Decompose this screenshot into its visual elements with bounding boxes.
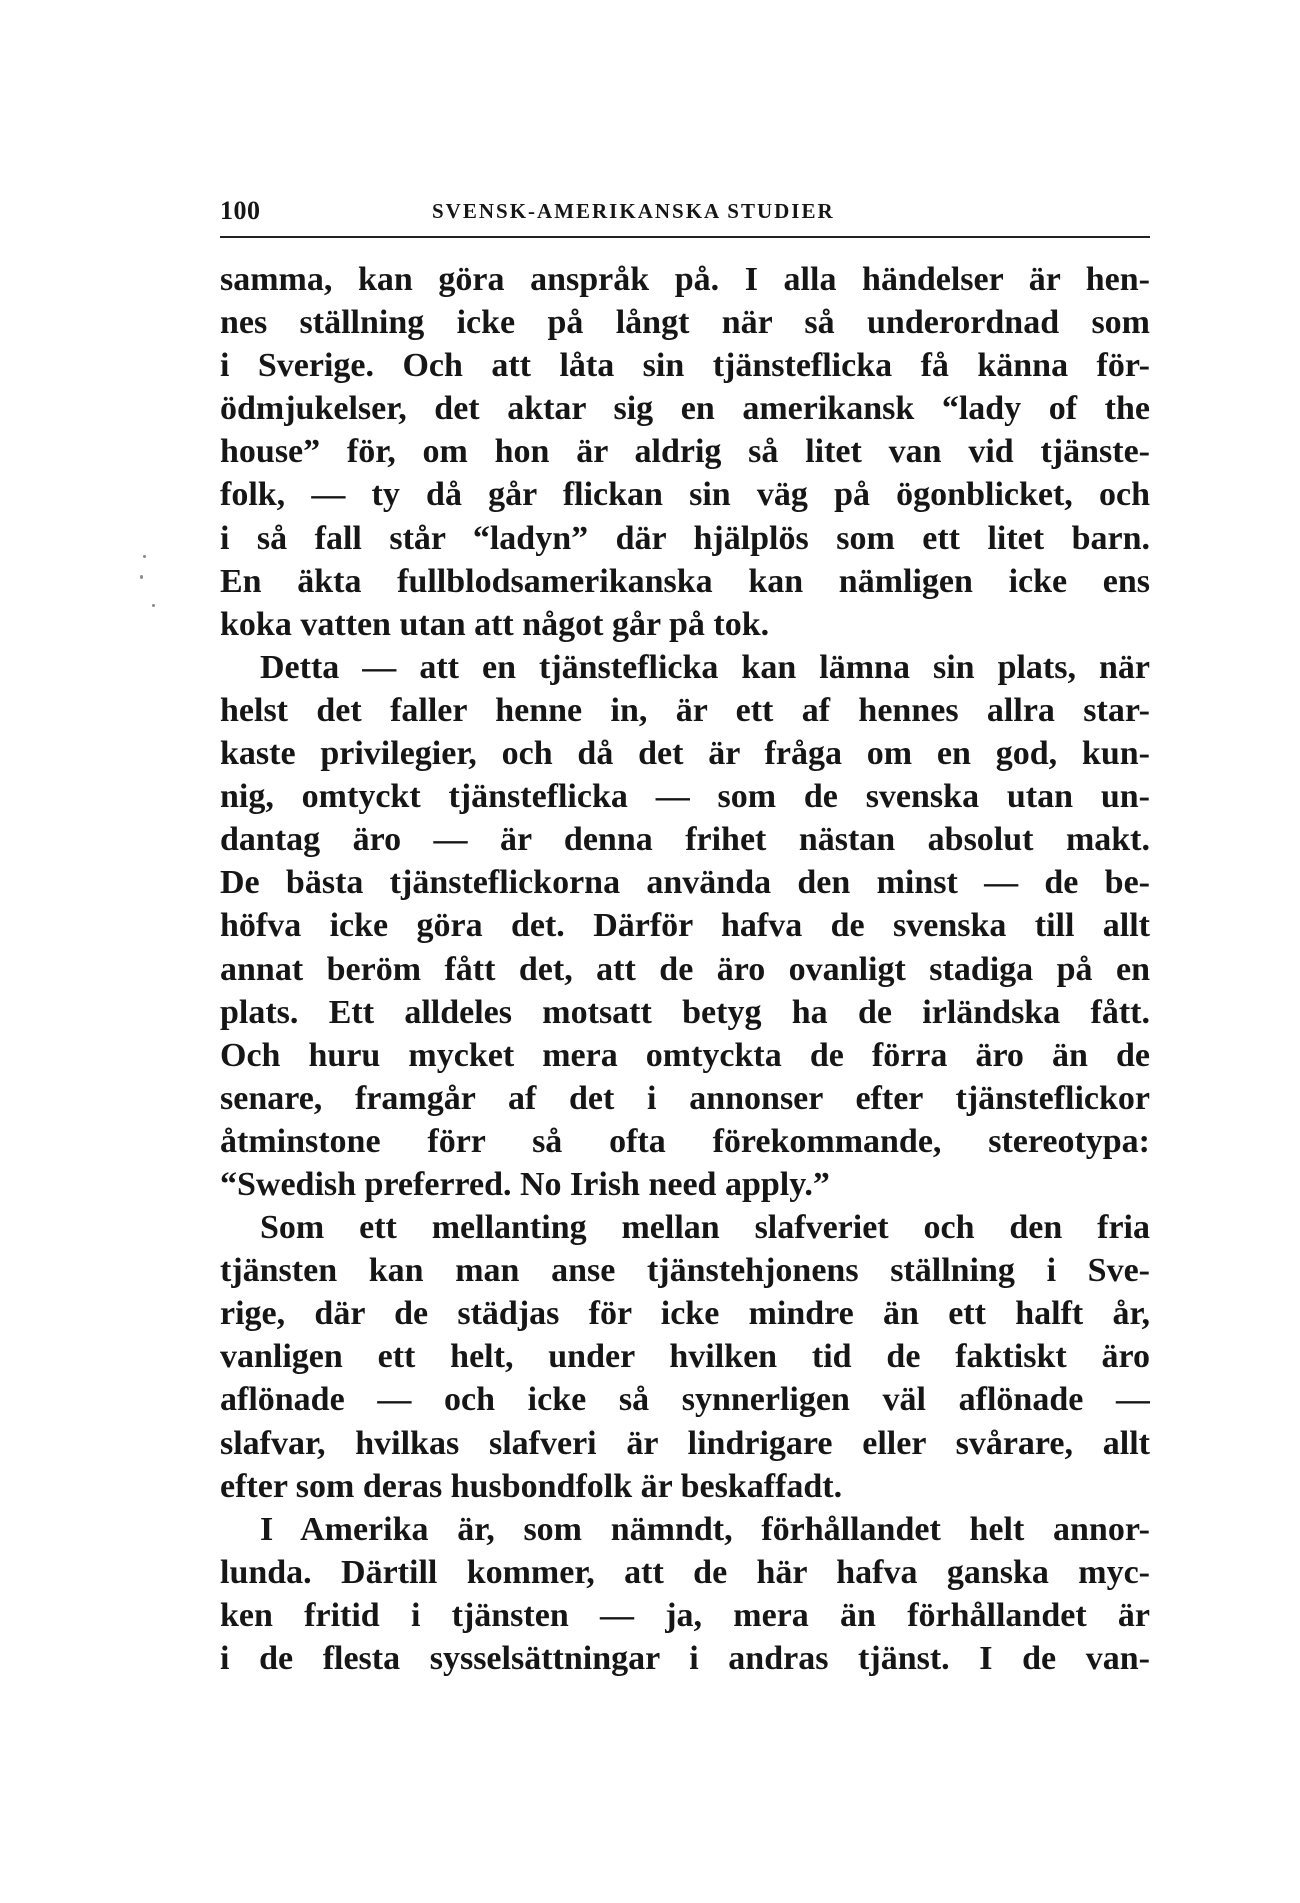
text-line: i Sverige. Och att låta sin tjänsteflicka få känna för- xyxy=(220,347,1150,385)
text-line: lunda. Därtill kommer, att de här hafva ganska myc- xyxy=(220,1553,1150,1591)
text-line: house” för, om hon är aldrig så litet van vid tjänste- xyxy=(220,433,1150,471)
scan-speck xyxy=(152,604,155,607)
text-line: tjänsten kan man anse tjänstehjonens ställning i Sve- xyxy=(220,1252,1150,1290)
running-title: SVENSK-AMERIKANSKA STUDIER xyxy=(432,199,835,223)
text-line: nig, omtyckt tjänsteflicka — som de svenska utan un- xyxy=(220,778,1150,816)
text-line: annat beröm fått det, att de äro ovanligt stadiga på en xyxy=(220,950,1150,988)
text-line: Som ett mellanting mellan slafveriet och den fria xyxy=(260,1209,1150,1247)
text-line: Och huru mycket mera omtyckta de förra äro än de xyxy=(220,1036,1150,1074)
text-line: “Swedish preferred. No Irish need apply.” xyxy=(220,1165,830,1203)
text-line: plats. Ett alldeles motsatt betyg ha de irländska fått. xyxy=(220,993,1150,1031)
text-line: helst det faller henne in, är ett af hennes allra star- xyxy=(220,691,1150,729)
text-line: slafvar, hvilkas slafveri är lindrigare eller svårare, allt xyxy=(220,1424,1150,1462)
scan-speck xyxy=(143,555,146,558)
text-line: höfva icke göra det. Därför hafva de svenska till allt xyxy=(220,907,1150,945)
text-line: nes ställning icke på långt när så underordnad som xyxy=(220,304,1150,342)
text-line: dantag äro — är denna frihet nästan absolut makt. xyxy=(220,821,1150,859)
text-line: Detta — att en tjänsteflicka kan lämna sin plats, när xyxy=(260,648,1150,686)
text-line: aflönade — och icke så synnerligen väl aflönade — xyxy=(220,1381,1150,1419)
text-line: koka vatten utan att något går på tok. xyxy=(220,605,770,643)
text-line: kaste privilegier, och då det är fråga om en god, kun- xyxy=(220,735,1150,773)
text-line: vanligen ett helt, under hvilken tid de faktiskt äro xyxy=(220,1338,1150,1376)
header-rule xyxy=(220,236,1150,238)
running-head xyxy=(220,196,1150,232)
text-line: i så fall står “ladyn” där hjälplös som ett litet barn. xyxy=(220,519,1150,557)
text-line: De bästa tjänsteflickorna använda den minst — de be- xyxy=(220,864,1150,902)
body-text xyxy=(220,258,1150,1680)
scan-speck xyxy=(140,575,143,579)
text-line: rige, där de städjas för icke mindre än ett halft år, xyxy=(220,1295,1150,1333)
text-line: ödmjukelser, det aktar sig en amerikansk “lady of the xyxy=(220,390,1150,428)
page-number: 100 xyxy=(220,196,261,225)
text-line: åtminstone förr så ofta förekommande, stereotypa: xyxy=(220,1122,1150,1160)
text-line: efter som deras husbondfolk är beskaffadt. xyxy=(220,1467,843,1505)
text-line: En äkta fullblodsamerikanska kan nämligen icke ens xyxy=(220,562,1150,600)
text-line: ken fritid i tjänsten — ja, mera än förhållandet är xyxy=(220,1596,1150,1634)
text-line: I Amerika är, som nämndt, förhållandet helt annor- xyxy=(260,1510,1150,1548)
text-line: senare, framgår af det i annonser efter tjänsteflickor xyxy=(220,1079,1150,1117)
text-line: i de flesta sysselsättningar i andras tjänst. I de van- xyxy=(220,1640,1150,1677)
text-line: samma, kan göra anspråk på. I alla händelser är hen- xyxy=(220,261,1150,298)
text-line: folk, — ty då går flickan sin väg på ögonblicket, och xyxy=(220,476,1150,514)
